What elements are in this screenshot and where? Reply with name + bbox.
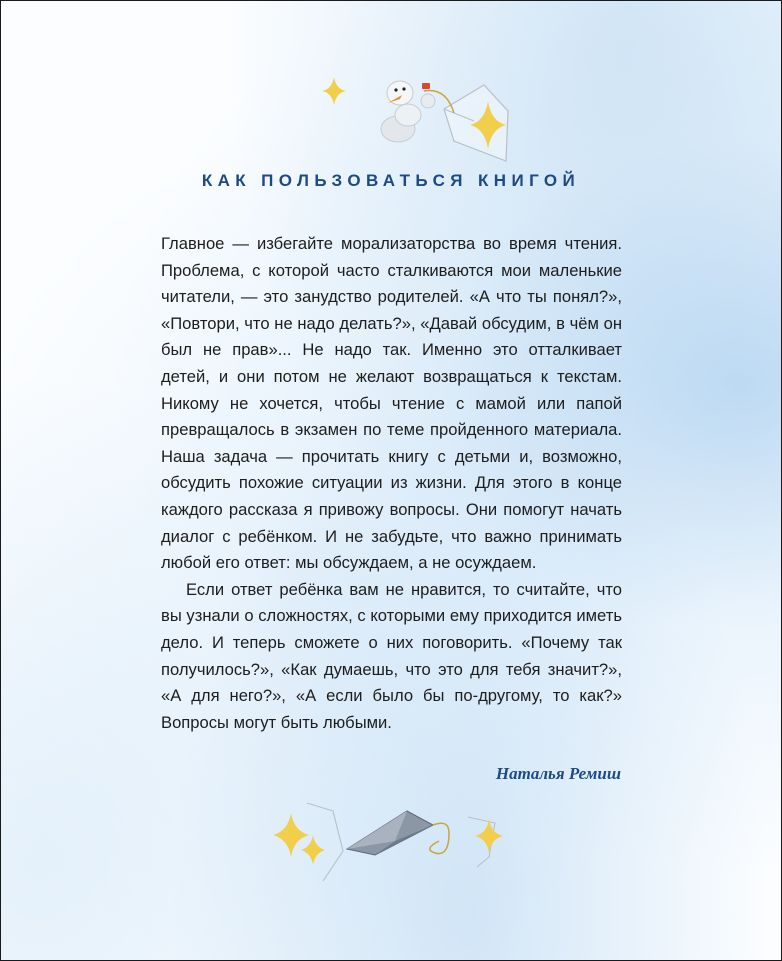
top-decoration <box>316 69 516 169</box>
bottom-decoration <box>263 797 513 887</box>
sparkle-icon <box>475 819 503 853</box>
sparkle-icon <box>301 835 325 865</box>
crystal-ornament-icon <box>347 811 449 855</box>
page-title: КАК ПОЛЬЗОВАТЬСЯ КНИГОЙ <box>201 171 581 190</box>
sparkle-icon <box>322 77 346 105</box>
body-text <box>161 231 622 736</box>
paragraph: Если ответ ребёнка вам не нравится, то считайте, что вы узнали о сложностях, с которыми ему приходится иметь дело. И теперь сможете о них поговорить. «Почему так получилось?», «Как думаешь, что это для тебя значит?», «А для него?», «А если было бы по-другому, то как?» Вопросы могут быть любыми. <box>161 579 622 732</box>
author-signature: Наталья Ремиш <box>495 764 621 783</box>
snowman-ornament-icon <box>381 81 454 142</box>
paragraph: Главное — избегайте морализаторства во время чтения. Проблема, с которой часто сталкиваются мои маленькие читатели, — это занудство родителей. «А что ты понял?», «Повтори, что не надо делать?», «Давай обсудим, в чём он был не прав»... Не надо так. Именно это отталкивает детей, и они потом не желают возвращаться к текстам. Никому не хочется, чтобы чтение с мамой или папой превращалось в экзамен по теме пройденного материала. Наша задача — прочитать книгу с детьми и, возможно, обсудить похожие ситуации из жизни. Для этого в конце каждого рассказа я привожу вопросы. Они помогут начать диалог с ребёнком. И не забудьте, что важно принимать любой его ответ: мы обсуждаем, а не осуждаем. <box>161 234 622 573</box>
